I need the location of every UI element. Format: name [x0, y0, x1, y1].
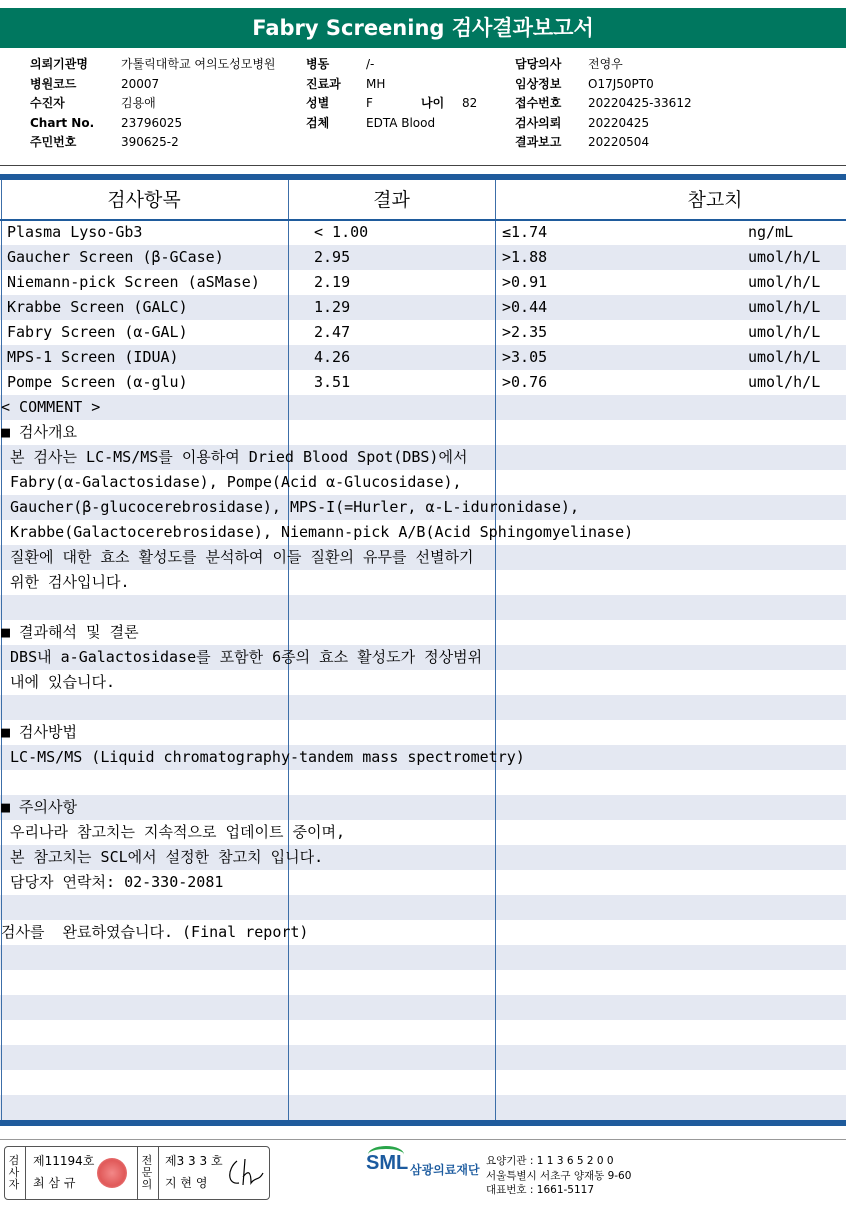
- inspector-name: 최 삼 규: [33, 1176, 76, 1190]
- comment-line: Krabbe(Galactocerebrosidase), Niemann-pick A/B(Acid Sphingomyelinase): [1, 523, 634, 541]
- comment-line: ■ 검사개요: [1, 423, 78, 441]
- row-stripe: [0, 720, 846, 745]
- patient-info: [0, 55, 846, 155]
- unit: umol/h/L: [748, 348, 821, 366]
- unit: umol/h/L: [748, 373, 821, 391]
- logo-name: 삼광의료재단: [410, 1163, 480, 1177]
- test-item: Gaucher Screen (β-GCase): [7, 248, 224, 266]
- info-label: 임상정보: [515, 76, 562, 91]
- comment-line: 본 참고치는 SCL에서 설정한 참고치 입니다.: [1, 848, 324, 866]
- comment-line: 담당자 연락처: 02-330-2081: [1, 873, 224, 891]
- info-value: F: [366, 96, 373, 110]
- row-stripe: [0, 770, 846, 795]
- info-label: 성별: [306, 96, 330, 110]
- test-item: Niemann-pick Screen (aSMase): [7, 273, 260, 291]
- row-stripe: [0, 670, 846, 695]
- info-value: 20007: [121, 76, 160, 91]
- test-item: Pompe Screen (α-glu): [7, 373, 188, 391]
- info-label: 수진자: [30, 96, 65, 110]
- row-stripe: [0, 1095, 846, 1120]
- divider: [0, 1139, 846, 1140]
- comment-line: 본 검사는 LC-MS/MS를 이용하여 Dried Blood Spot(DBS)에서: [1, 448, 468, 466]
- divider: [25, 1147, 26, 1199]
- table-row: [0, 295, 846, 320]
- specialist-label: 전문의: [141, 1154, 153, 1191]
- info-label: 검체: [306, 115, 330, 130]
- info-label: 결과보고: [515, 135, 562, 149]
- row-stripe: [0, 1070, 846, 1095]
- row-stripe: [0, 1020, 846, 1045]
- comment-line: DBS내 a-Galactosidase를 포함한 6종의 효소 활성도가 정상범위: [1, 648, 483, 666]
- unit: umol/h/L: [748, 273, 821, 291]
- result-value: 3.51: [314, 373, 351, 391]
- info-label: 진료과: [306, 76, 341, 91]
- table-row: [0, 320, 846, 345]
- info-value: 23796025: [121, 115, 183, 130]
- table-bottom-border: [0, 1120, 846, 1126]
- comment-line: ■ 주의사항: [1, 798, 78, 816]
- reference-range: >0.91: [502, 273, 548, 291]
- unit: umol/h/L: [748, 298, 821, 316]
- test-item: Plasma Lyso-Gb3: [7, 223, 143, 241]
- divider: [137, 1147, 138, 1199]
- unit: umol/h/L: [748, 323, 821, 341]
- footer-line-1: 요양기관 : 1 1 3 6 5 2 0 0: [486, 1155, 614, 1167]
- table-row: [0, 245, 846, 270]
- info-value: 20220504: [588, 135, 650, 149]
- comment-line: ■ 검사방법: [1, 723, 78, 741]
- unit: umol/h/L: [748, 248, 821, 266]
- inspector-label: 검사자: [8, 1154, 20, 1191]
- logo-mark: SML: [366, 1152, 409, 1174]
- row-stripe: [0, 420, 846, 445]
- info-label: 담당의사: [515, 57, 562, 71]
- row-stripe: [0, 795, 846, 820]
- info-value: EDTA Blood: [366, 115, 436, 130]
- result-value: 2.47: [314, 323, 351, 341]
- comment-line: 위한 검사입니다.: [1, 573, 130, 591]
- header-reference: 참고치: [687, 189, 743, 211]
- info-label: 검사의뢰: [515, 115, 562, 130]
- comment-line: Fabry(α-Galactosidase), Pompe(Acid α-Glucosidase),: [1, 473, 462, 491]
- seal-stamp: [97, 1158, 127, 1188]
- test-item: Krabbe Screen (GALC): [7, 298, 188, 316]
- info-label: 의뢰기관명: [30, 57, 88, 71]
- age-label: 나이: [421, 96, 445, 110]
- info-label: 병원코드: [30, 76, 77, 91]
- info-label: 병동: [306, 57, 330, 71]
- reference-range: >0.44: [502, 298, 548, 316]
- result-value: 4.26: [314, 348, 351, 366]
- info-value: MH: [366, 76, 386, 91]
- table-row: [0, 270, 846, 295]
- age-value: 82: [462, 96, 478, 110]
- row-stripe: [0, 595, 846, 620]
- comment-line: LC-MS/MS (Liquid chromatography-tandem mass spectrometry): [1, 748, 525, 766]
- report-title: Fabry Screening 검사결과보고서: [0, 8, 846, 48]
- reference-range: >1.88: [502, 248, 548, 266]
- specialist-name: 지 현 영: [165, 1176, 208, 1190]
- reference-range: ≤1.74: [502, 223, 548, 241]
- specialist-license: 제3 3 3 호: [165, 1154, 223, 1168]
- info-value: 390625-2: [121, 135, 179, 149]
- footer-line-2: 서울특별시 서초구 양재동 9-60: [486, 1169, 632, 1182]
- signature-box: [4, 1146, 270, 1200]
- comment-line: 질환에 대한 효소 활성도를 분석하여 이들 질환의 유무를 선별하기: [1, 548, 474, 566]
- test-item: Fabry Screen (α-GAL): [7, 323, 188, 341]
- info-label: 접수번호: [515, 96, 562, 110]
- row-stripe: [0, 995, 846, 1020]
- comment-line: 우리나라 참고치는 지속적으로 업데이트 중이며,: [1, 823, 345, 841]
- comment-line: < COMMENT >: [1, 398, 101, 416]
- result-value: < 1.00: [314, 223, 369, 241]
- row-stripe: [0, 1045, 846, 1070]
- handwritten-signature: [225, 1155, 265, 1191]
- reference-range: >2.35: [502, 323, 548, 341]
- table-row: [0, 345, 846, 370]
- comment-line: 검사를 완료하였습니다. (Final report): [1, 923, 309, 941]
- info-value: 전영우: [588, 57, 623, 71]
- comment-line: Gaucher(β-glucocerebrosidase), MPS-I(=Hurler, α-L-iduronidase),: [1, 498, 579, 516]
- row-stripe: [0, 945, 846, 970]
- reference-range: >3.05: [502, 348, 548, 366]
- table-row: [0, 220, 846, 245]
- header-test-item: 검사항목: [107, 189, 181, 211]
- result-value: 2.95: [314, 248, 351, 266]
- divider: [158, 1147, 159, 1199]
- info-value: 김용애: [121, 96, 156, 110]
- info-label: 주민번호: [30, 135, 77, 149]
- info-value: O17J50PT0: [588, 76, 654, 91]
- unit: ng/mL: [748, 223, 794, 241]
- footer-info: [486, 1154, 631, 1198]
- result-value: 1.29: [314, 298, 351, 316]
- table-row: [0, 370, 846, 395]
- inspector-license: 제11194호: [33, 1154, 95, 1168]
- info-value: 20220425-33612: [588, 96, 692, 110]
- info-value: 20220425: [588, 115, 650, 130]
- info-value: 가톨릭대학교 여의도성모병원: [121, 57, 276, 71]
- comment-line: 내에 있습니다.: [1, 673, 116, 691]
- info-label: Chart No.: [30, 115, 95, 130]
- info-value: /-: [366, 57, 375, 71]
- divider: [0, 165, 846, 166]
- comment-line: ■ 결과해석 및 결론: [1, 623, 139, 641]
- row-stripe: [0, 395, 846, 420]
- test-item: MPS-1 Screen (IDUA): [7, 348, 179, 366]
- row-stripe: [0, 695, 846, 720]
- row-stripe: [0, 970, 846, 995]
- footer-line-3: 대표번호 : 1661-5117: [486, 1184, 595, 1196]
- header-result: 결과: [373, 189, 410, 211]
- result-value: 2.19: [314, 273, 351, 291]
- reference-range: >0.76: [502, 373, 548, 391]
- row-stripe: [0, 895, 846, 920]
